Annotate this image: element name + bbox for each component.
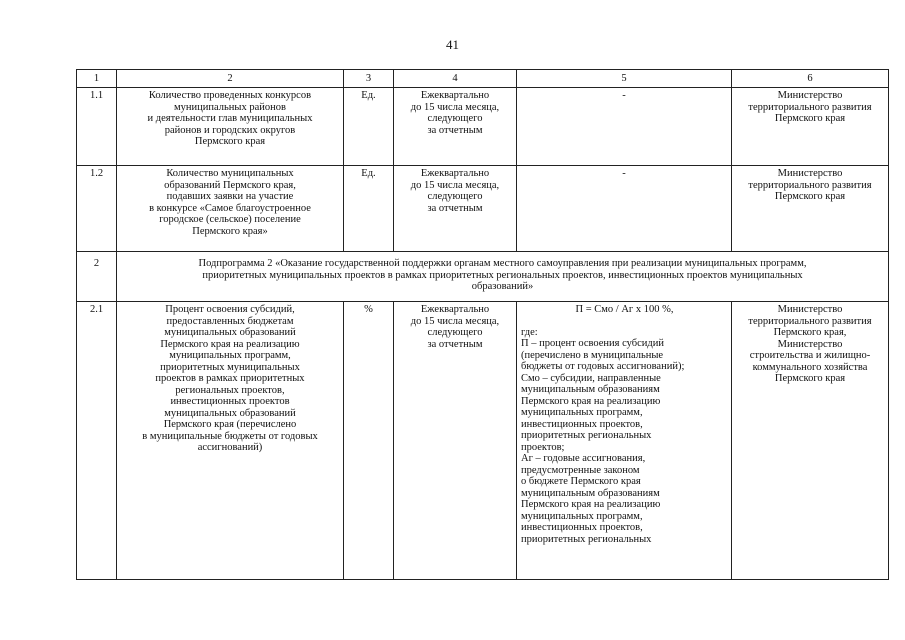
table-row — [77, 302, 889, 580]
indicator-name: Количество муниципальных образований Пермского края, подавших заявки на участие в конкурсе «Самое благоустроенное городское (сельское) поселение Пермского края» — [117, 166, 344, 252]
method: - — [517, 166, 732, 252]
subprogram-number: 2 — [77, 252, 117, 302]
header-cell-2: 2 — [117, 70, 344, 88]
indicator-name: Процент освоения субсидий, предоставленных бюджетам муниципальных образований Пермского края на реализацию муниципальных программ, приоритетных муниципальных проектов в рамках приоритетных региональных проектов, инвестиционных проектов муниципальных образований Пермского края (перечислено в муниципальные бюджеты от годовых ассигнований) — [117, 302, 344, 580]
responsible: Министерство территориального развития Пермского края — [732, 166, 889, 252]
page-number: 41 — [446, 37, 459, 52]
row-number: 1.2 — [77, 166, 117, 252]
responsible: Министерство территориального развития Пермского края, Министерство строительства и жилищно- коммунального хозяйства Пермского края — [732, 302, 889, 580]
table-row — [77, 88, 889, 166]
header-cell-1: 1 — [77, 70, 117, 88]
indicators-table — [76, 69, 889, 580]
unit: Ед. — [344, 88, 394, 166]
period: Ежеквартально до 15 числа месяца, следующего за отчетным — [394, 302, 517, 580]
table-row — [77, 166, 889, 252]
indicator-name: Количество проведенных конкурсов муниципальных районов и деятельности глав муниципальных районов и городских округов Пермского края — [117, 88, 344, 166]
unit: Ед. — [344, 166, 394, 252]
period: Ежеквартально до 15 числа месяца, следующего за отчетным — [394, 88, 517, 166]
responsible: Министерство территориального развития Пермского края — [732, 88, 889, 166]
header-cell-3: 3 — [344, 70, 394, 88]
unit: % — [344, 302, 394, 580]
formula: П = Смо / Аг х 100 %, — [575, 304, 674, 315]
row-number: 1.1 — [77, 88, 117, 166]
subprogram-text: Подпрограмма 2 «Оказание государственной поддержки органам местного самоуправления при реализации муниципальных программ, приоритетных муниципальных проектов в рамках приоритетных региональных проектов, инвестиционных проектов муниципальных образований» — [198, 258, 807, 292]
method: - — [517, 88, 732, 166]
subprogram-row — [77, 252, 889, 302]
header-cell-4: 4 — [394, 70, 517, 88]
header-cell-6: 6 — [732, 70, 889, 88]
header-row — [77, 70, 889, 88]
method: где: П – процент освоения субсидий (перечислено в муниципальные бюджеты от годовых ассигнований); Смо – субсидии, направлeнные муниципальным образованиям Пермского края на реализацию муниципальных программ, инвестиционных проектов, приоритетных региональных проектов; Аг – годовые ассигнования, предусмотренные законом о бюджете Пермского края муниципальным образованиям Пермского края на реализацию муниципальных программ, инвестиционных проектов, приоритетных региональных — [521, 326, 685, 545]
method-formula-cell — [517, 302, 732, 580]
header-cell-5: 5 — [517, 70, 732, 88]
subprogram-title — [117, 252, 889, 302]
period: Ежеквартально до 15 числа месяца, следующего за отчетным — [394, 166, 517, 252]
row-number: 2.1 — [77, 302, 117, 580]
